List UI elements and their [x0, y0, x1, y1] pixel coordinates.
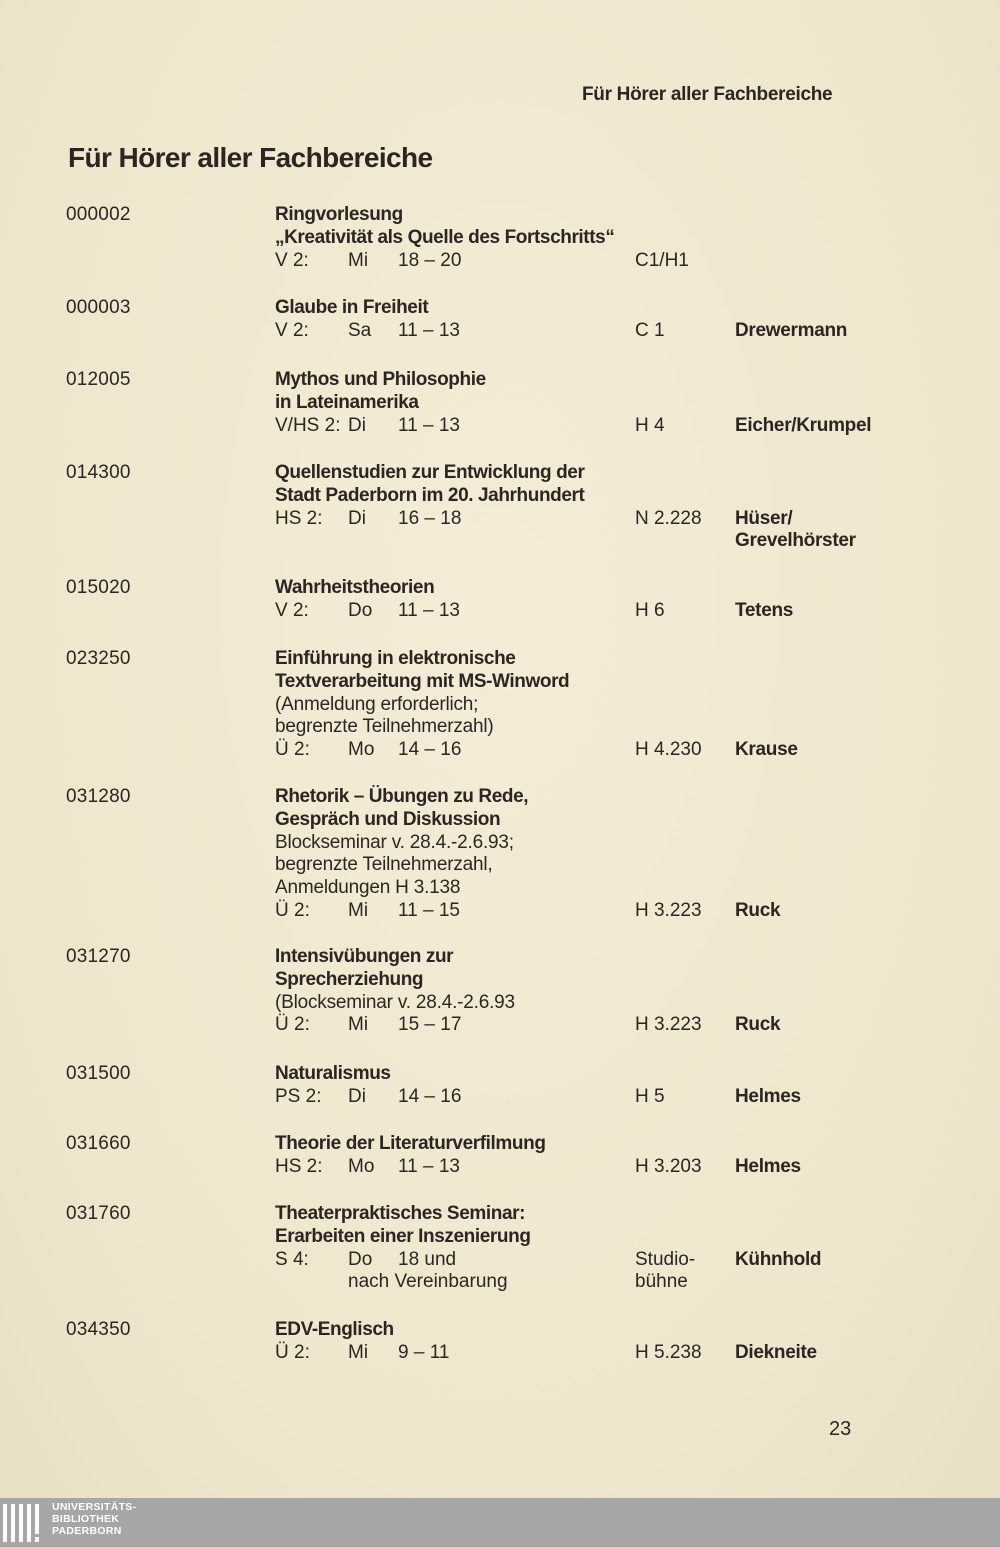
course-session: [275, 508, 735, 531]
course-lecturer: Helmes: [735, 1155, 801, 1177]
course-session: [275, 1014, 735, 1037]
session-day: Di: [348, 1085, 366, 1107]
course-note: begrenzte Teilnehmerzahl,: [275, 854, 493, 876]
course-title: Mythos und Philosophie: [275, 369, 486, 390]
course-body: [275, 369, 735, 437]
course-session: [275, 250, 735, 273]
course-session: [275, 1249, 735, 1272]
session-type: V 2:: [275, 319, 309, 341]
course-title: EDV-Englisch: [275, 1319, 394, 1340]
course-note: (Anmeldung erforderlich;: [275, 693, 479, 715]
course-lecturer: Hüser/: [735, 507, 793, 529]
session-type: V 2:: [275, 599, 309, 621]
session-time: 11 – 13: [398, 599, 460, 621]
course-number: 015020: [66, 577, 131, 598]
session-type: Ü 2:: [275, 1341, 310, 1363]
course-title: Theaterpraktisches Seminar:: [275, 1203, 526, 1224]
course-lecturer: Ruck: [735, 900, 781, 921]
session-type: HS 2:: [275, 1155, 323, 1177]
session-day: Mi: [348, 1014, 369, 1036]
course-session: [275, 1086, 735, 1109]
course-note: begrenzte Teilnehmerzahl): [275, 716, 494, 738]
course-lecturer: Drewermann: [735, 319, 848, 341]
session-time: 14 – 16: [398, 1085, 462, 1107]
course-title: Rhetorik – Übungen zu Rede,: [275, 786, 529, 807]
session-day: Do: [348, 599, 373, 621]
session-room: C1/H1: [635, 249, 689, 271]
course-title: Stadt Paderborn im 20. Jahrhundert: [275, 484, 585, 506]
library-logo-icon: [2, 1502, 48, 1544]
session-day: Mi: [348, 899, 369, 921]
course-body: [275, 1063, 735, 1109]
session-time: 9 – 11: [398, 1341, 450, 1363]
course-title: in Lateinamerika: [275, 391, 419, 413]
session-time: 11 – 13: [398, 414, 460, 436]
course-lecturer: Krause: [735, 739, 798, 761]
course-number: 000002: [66, 204, 131, 225]
course-session: [275, 415, 735, 438]
course-lecturer: Grevelhörster: [735, 530, 856, 552]
course-title: Einführung in elektronische: [275, 648, 516, 669]
course-body: [275, 786, 735, 923]
session-time: 16 – 18: [398, 507, 462, 529]
course-body: [275, 577, 735, 623]
session-type: V/HS 2:: [275, 414, 341, 436]
course-session: [275, 1342, 735, 1365]
session-time: 11 – 15: [398, 899, 460, 921]
course-title: Wahrheitstheorien: [275, 577, 435, 598]
session-room: H 4.230: [635, 739, 702, 761]
course-number: 012005: [66, 369, 131, 390]
session-day: Di: [348, 507, 366, 529]
course-title: Glaube in Freiheit: [275, 297, 429, 318]
course-session: [275, 900, 735, 923]
session-room: H 6: [635, 599, 665, 621]
session-room: Studio-: [635, 1248, 696, 1270]
course-title: Textverarbeitung mit MS-Winword: [275, 670, 570, 692]
session-day: Di: [348, 414, 366, 436]
page-number: 23: [829, 1418, 852, 1440]
course-lecturer: Tetens: [735, 599, 794, 621]
session-time: 11 – 13: [398, 1155, 460, 1177]
session-type: V 2:: [275, 249, 309, 271]
course-title: Intensivübungen zur: [275, 946, 454, 967]
session-room: H 5: [635, 1085, 665, 1107]
session-type: Ü 2:: [275, 899, 310, 921]
course-body: [275, 946, 735, 1037]
course-note: (Blockseminar v. 28.4.-2.6.93: [275, 991, 515, 1013]
course-body: [275, 1319, 735, 1365]
session-room: H 5.238: [635, 1341, 702, 1363]
session-type: S 4:: [275, 1248, 309, 1270]
session-room: C 1: [635, 319, 665, 341]
course-title: Theorie der Literaturverfilmung: [275, 1133, 546, 1154]
library-name-line: UNIVERSITÄTS-: [52, 1501, 137, 1513]
session-time: 18 und: [398, 1248, 457, 1270]
course-body: [275, 648, 735, 762]
course-body: [275, 1203, 735, 1294]
course-body: [275, 462, 735, 530]
course-number: 014300: [66, 462, 131, 483]
course-title: Quellenstudien zur Entwicklung der: [275, 462, 585, 483]
session-time: 14 – 16: [398, 739, 462, 761]
course-lecturer: Diekneite: [735, 1341, 817, 1363]
course-title: Naturalismus: [275, 1063, 391, 1084]
course-number: 031270: [66, 946, 131, 967]
library-name-line: PADERBORN: [52, 1525, 122, 1537]
library-footer: [0, 1498, 1000, 1547]
session-time: 18 – 20: [398, 249, 462, 271]
course-note: Blockseminar v. 28.4.-2.6.93;: [275, 831, 514, 853]
session-day: Mo: [348, 1155, 375, 1177]
course-lecturer: Ruck: [735, 1014, 781, 1036]
session-day: Mi: [348, 249, 369, 271]
course-number: 031280: [66, 786, 131, 807]
course-title: „Kreativität als Quelle des Fortschritts“: [275, 226, 615, 248]
session-room: H 4: [635, 414, 665, 436]
running-head: Für Hörer aller Fachbereiche: [582, 84, 833, 105]
session-day: Do: [348, 1248, 373, 1270]
course-number: 031500: [66, 1063, 131, 1084]
session-day: Mi: [348, 1341, 369, 1363]
course-title: Ringvorlesung: [275, 204, 403, 225]
session-type: HS 2:: [275, 507, 323, 529]
library-name-line: BIBLIOTHEK: [52, 1513, 120, 1525]
course-lecturer: Kühnhold: [735, 1248, 822, 1270]
course-number: 034350: [66, 1319, 131, 1340]
course-session: [275, 600, 735, 623]
course-lecturer: Helmes: [735, 1085, 801, 1107]
session-room: N 2.228: [635, 507, 702, 529]
session-type: PS 2:: [275, 1085, 322, 1107]
course-session: [275, 1271, 735, 1294]
course-note: Anmeldungen H 3.138: [275, 877, 461, 899]
library-name: [52, 1501, 136, 1537]
session-time: 11 – 13: [398, 319, 460, 341]
session-type: Ü 2:: [275, 739, 310, 761]
course-number: 000003: [66, 297, 131, 318]
section-title: Für Hörer aller Fachbereiche: [68, 142, 433, 173]
course-body: [275, 1133, 735, 1179]
course-lecturer: Eicher/Krumpel: [735, 414, 872, 436]
session-day: nach Vereinbarung: [348, 1271, 508, 1293]
course-title: Erarbeiten einer Inszenierung: [275, 1225, 531, 1247]
session-room: H 3.223: [635, 1014, 702, 1036]
session-room: H 3.223: [635, 899, 702, 921]
course-title: Gespräch und Diskussion: [275, 808, 501, 830]
course-title: Sprecherziehung: [275, 968, 424, 990]
course-number: 031660: [66, 1133, 131, 1154]
session-day: Sa: [348, 319, 372, 341]
session-day: Mo: [348, 739, 375, 761]
course-number: 023250: [66, 648, 131, 669]
course-session: [275, 1156, 735, 1179]
course-body: [275, 204, 735, 272]
course-session: [275, 739, 735, 762]
session-time: 15 – 17: [398, 1014, 462, 1036]
course-session: [275, 320, 735, 343]
course-body: [275, 297, 735, 343]
course-number: 031760: [66, 1203, 131, 1224]
session-type: Ü 2:: [275, 1014, 310, 1036]
session-room: H 3.203: [635, 1155, 702, 1177]
session-room: bühne: [635, 1271, 688, 1293]
